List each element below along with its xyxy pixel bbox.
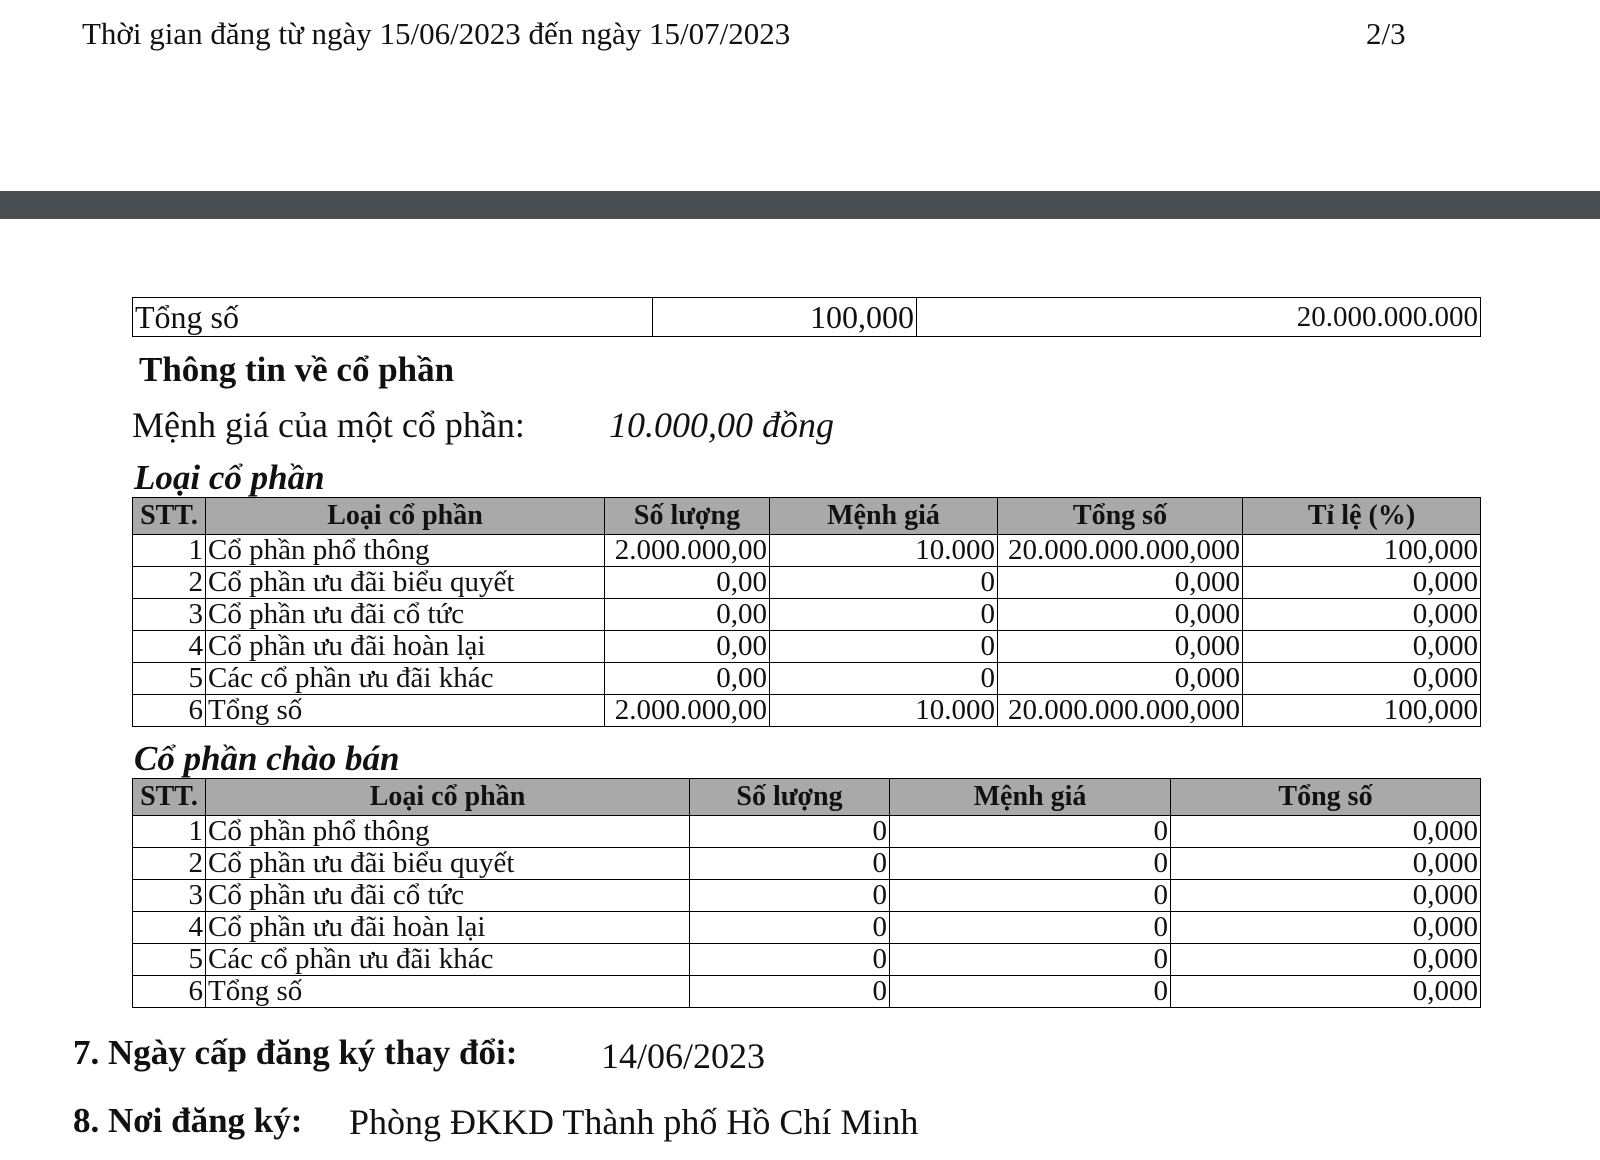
column-header: Mệnh giá	[770, 498, 998, 535]
table-cell: 100,000	[1243, 535, 1481, 567]
table-cell: 10.000	[770, 535, 998, 567]
table-cell: 0	[690, 880, 890, 912]
table-cell: 0	[890, 976, 1171, 1008]
table-cell: 0	[690, 848, 890, 880]
table-row	[133, 976, 1481, 1008]
table-cell: 0,000	[998, 663, 1243, 695]
change-registration-date-value: 14/06/2023	[601, 1036, 766, 1076]
table-cell: 0,000	[1171, 816, 1481, 848]
table-cell: 4	[133, 631, 206, 663]
table-cell: 2	[133, 567, 206, 599]
par-value-label: Mệnh giá của một cổ phần:	[132, 405, 525, 445]
table-cell: 0,000	[998, 599, 1243, 631]
table-cell: 0,000	[1171, 944, 1481, 976]
table-cell: Cổ phần ưu đãi cổ tức	[206, 880, 690, 912]
offered-shares-title: Cổ phần chào bán	[134, 739, 400, 778]
table-cell: 0,00	[605, 599, 770, 631]
table-cell: 0,000	[998, 631, 1243, 663]
table-cell: 10.000	[770, 695, 998, 727]
table-cell: 20.000.000.000,000	[998, 695, 1243, 727]
table-cell: 2.000.000,00	[605, 695, 770, 727]
table-cell: 0,000	[1243, 567, 1481, 599]
share-info-heading: Thông tin về cổ phần	[139, 350, 455, 389]
share-types-table	[132, 497, 1481, 727]
table-row	[133, 631, 1481, 663]
change-registration-date-label: 7. Ngày cấp đăng ký thay đổi:	[73, 1033, 518, 1072]
table-cell: Cổ phần ưu đãi biểu quyết	[206, 567, 605, 599]
table-cell: 4	[133, 912, 206, 944]
column-header: Tỉ lệ (%)	[1243, 498, 1481, 535]
table-cell: 0	[770, 631, 998, 663]
column-header: STT.	[133, 779, 206, 816]
table-cell: 0,000	[1171, 976, 1481, 1008]
table-cell: Cổ phần ưu đãi hoàn lại	[206, 912, 690, 944]
table-cell: Cổ phần ưu đãi hoàn lại	[206, 631, 605, 663]
table-cell: 0,00	[605, 663, 770, 695]
column-header: Số lượng	[605, 498, 770, 535]
table-cell: 0,00	[605, 631, 770, 663]
table-cell: Các cổ phần ưu đãi khác	[206, 944, 690, 976]
column-header: Số lượng	[690, 779, 890, 816]
table-cell: 6	[133, 695, 206, 727]
total-percent: 100,000	[653, 298, 917, 337]
table-cell: 0	[690, 976, 890, 1008]
total-label: Tổng số	[133, 298, 653, 337]
table-header-row	[133, 498, 1481, 535]
table-cell: 0	[770, 567, 998, 599]
table-cell: 2	[133, 848, 206, 880]
table-cell: Tổng số	[206, 976, 690, 1008]
table-cell: 0	[690, 944, 890, 976]
table-cell: 0	[890, 944, 1171, 976]
table-cell: 1	[133, 535, 206, 567]
table-cell: Cổ phần phổ thông	[206, 816, 690, 848]
column-header: Mệnh giá	[890, 779, 1171, 816]
table-row	[133, 816, 1481, 848]
table-row	[133, 535, 1481, 567]
table-cell: 0,000	[1171, 880, 1481, 912]
table-cell: 0,000	[1171, 848, 1481, 880]
share-types-title: Loại cổ phần	[134, 458, 325, 497]
table-cell: 0,000	[998, 567, 1243, 599]
table-row	[133, 880, 1481, 912]
table-cell: 0,00	[605, 567, 770, 599]
registration-office-value: Phòng ĐKKD Thành phố Hồ Chí Minh	[349, 1102, 919, 1142]
table-cell: 0	[690, 912, 890, 944]
column-header: STT.	[133, 498, 206, 535]
registration-office-label: 8. Nơi đăng ký:	[73, 1101, 303, 1140]
table-cell: 100,000	[1243, 695, 1481, 727]
table-cell: 0,000	[1243, 663, 1481, 695]
table-cell: 0	[690, 816, 890, 848]
par-value: 10.000,00 đồng	[609, 405, 834, 445]
table-cell: Tổng số	[206, 695, 605, 727]
table-row	[133, 944, 1481, 976]
table-cell: 3	[133, 599, 206, 631]
table-row	[133, 912, 1481, 944]
table-cell: 0,000	[1171, 912, 1481, 944]
header-period-text: Thời gian đăng từ ngày 15/06/2023 đến ngày 15/07/2023	[82, 16, 791, 51]
table-cell: 0	[890, 848, 1171, 880]
page-number: 2/3	[1366, 16, 1406, 51]
table-cell: Cổ phần phổ thông	[206, 535, 605, 567]
page-separator-bar	[0, 191, 1600, 219]
table-row	[133, 663, 1481, 695]
table-cell: 0	[770, 599, 998, 631]
table-cell: 5	[133, 663, 206, 695]
capital-total-row	[132, 297, 1481, 337]
table-cell: 2.000.000,00	[605, 535, 770, 567]
table-header-row	[133, 779, 1481, 816]
table-cell: Cổ phần ưu đãi biểu quyết	[206, 848, 690, 880]
table-cell: 3	[133, 880, 206, 912]
column-header: Tổng số	[1171, 779, 1481, 816]
table-cell: 5	[133, 944, 206, 976]
column-header: Loại cổ phần	[206, 779, 690, 816]
total-amount: 20.000.000.000	[917, 298, 1481, 337]
table-row	[133, 567, 1481, 599]
table-cell: 1	[133, 816, 206, 848]
table-cell: Cổ phần ưu đãi cổ tức	[206, 599, 605, 631]
table-row	[133, 599, 1481, 631]
column-header: Loại cổ phần	[206, 498, 605, 535]
table-cell: 20.000.000.000,000	[998, 535, 1243, 567]
table-row	[133, 848, 1481, 880]
table-cell: 0	[890, 880, 1171, 912]
table-cell: Các cổ phần ưu đãi khác	[206, 663, 605, 695]
table-cell: 0	[770, 663, 998, 695]
table-cell: 0,000	[1243, 599, 1481, 631]
column-header: Tổng số	[998, 498, 1243, 535]
table-cell: 0,000	[1243, 631, 1481, 663]
table-cell: 6	[133, 976, 206, 1008]
table-row	[133, 695, 1481, 727]
table-cell: 0	[890, 816, 1171, 848]
offered-shares-table	[132, 778, 1481, 1008]
table-cell: 0	[890, 912, 1171, 944]
